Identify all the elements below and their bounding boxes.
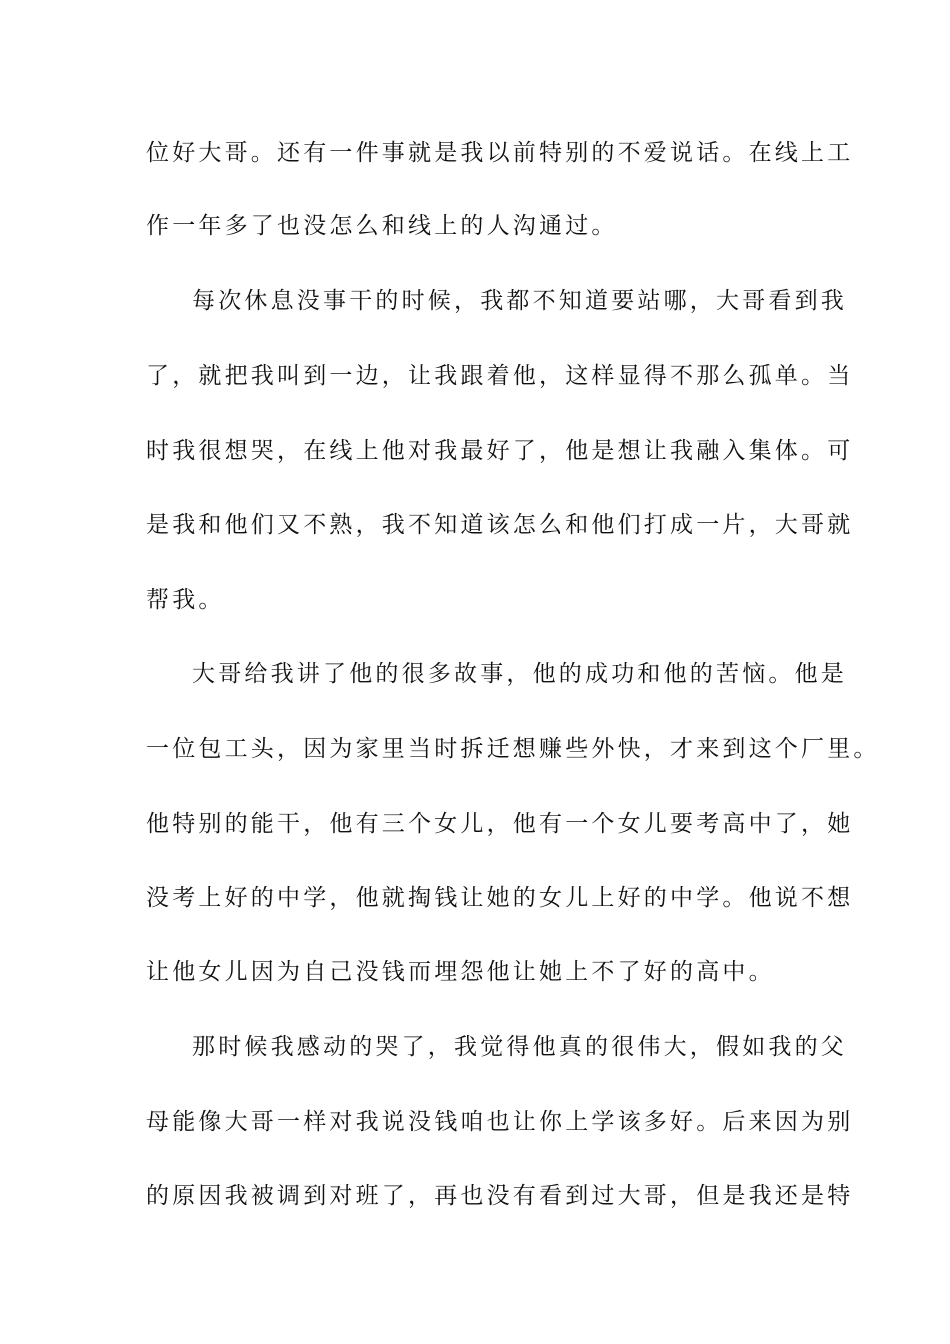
paragraph-start-line: 每次休息没事干的时候，我都不知道要站哪，大哥看到我: [192, 288, 847, 314]
text-line: 母能像大哥一样对我说没钱咱也让你上学该多好。后来因为别: [146, 1109, 854, 1135]
text-line: 作一年多了也没怎么和线上的人沟通过。: [146, 213, 618, 239]
text-line: 时我很想哭，在线上他对我最好了，他是想让我融入集体。可: [146, 438, 854, 464]
text-line: 让他女儿因为自己没钱而埋怨他让她上不了好的高中。: [146, 959, 775, 985]
paragraph-start-line: 那时候我感动的哭了，我觉得他真的很伟大，假如我的父: [192, 1034, 847, 1060]
text-line: 的原因我被调到对班了，再也没有看到过大哥，但是我还是特: [146, 1183, 854, 1209]
text-line: 一位包工头，因为家里当时拆迁想赚些外快，才来到这个厂里。: [146, 736, 880, 762]
text-line: 没考上好的中学，他就掏钱让她的女儿上好的中学。他说不想: [146, 885, 854, 911]
text-line: 帮我。: [146, 587, 225, 613]
text-line: 是我和他们又不熟，我不知道该怎么和他们打成一片，大哥就: [146, 512, 854, 538]
text-line: 他特别的能干，他有三个女儿，他有一个女儿要考高中了，她: [146, 811, 854, 837]
text-line: 位好大哥。还有一件事就是我以前特别的不爱说话。在线上工: [146, 140, 854, 166]
text-line: 了，就把我叫到一边，让我跟着他，这样显得不那么孤单。当: [146, 363, 854, 389]
paragraph-start-line: 大哥给我讲了他的很多故事，他的成功和他的苦恼。他是: [192, 661, 847, 687]
